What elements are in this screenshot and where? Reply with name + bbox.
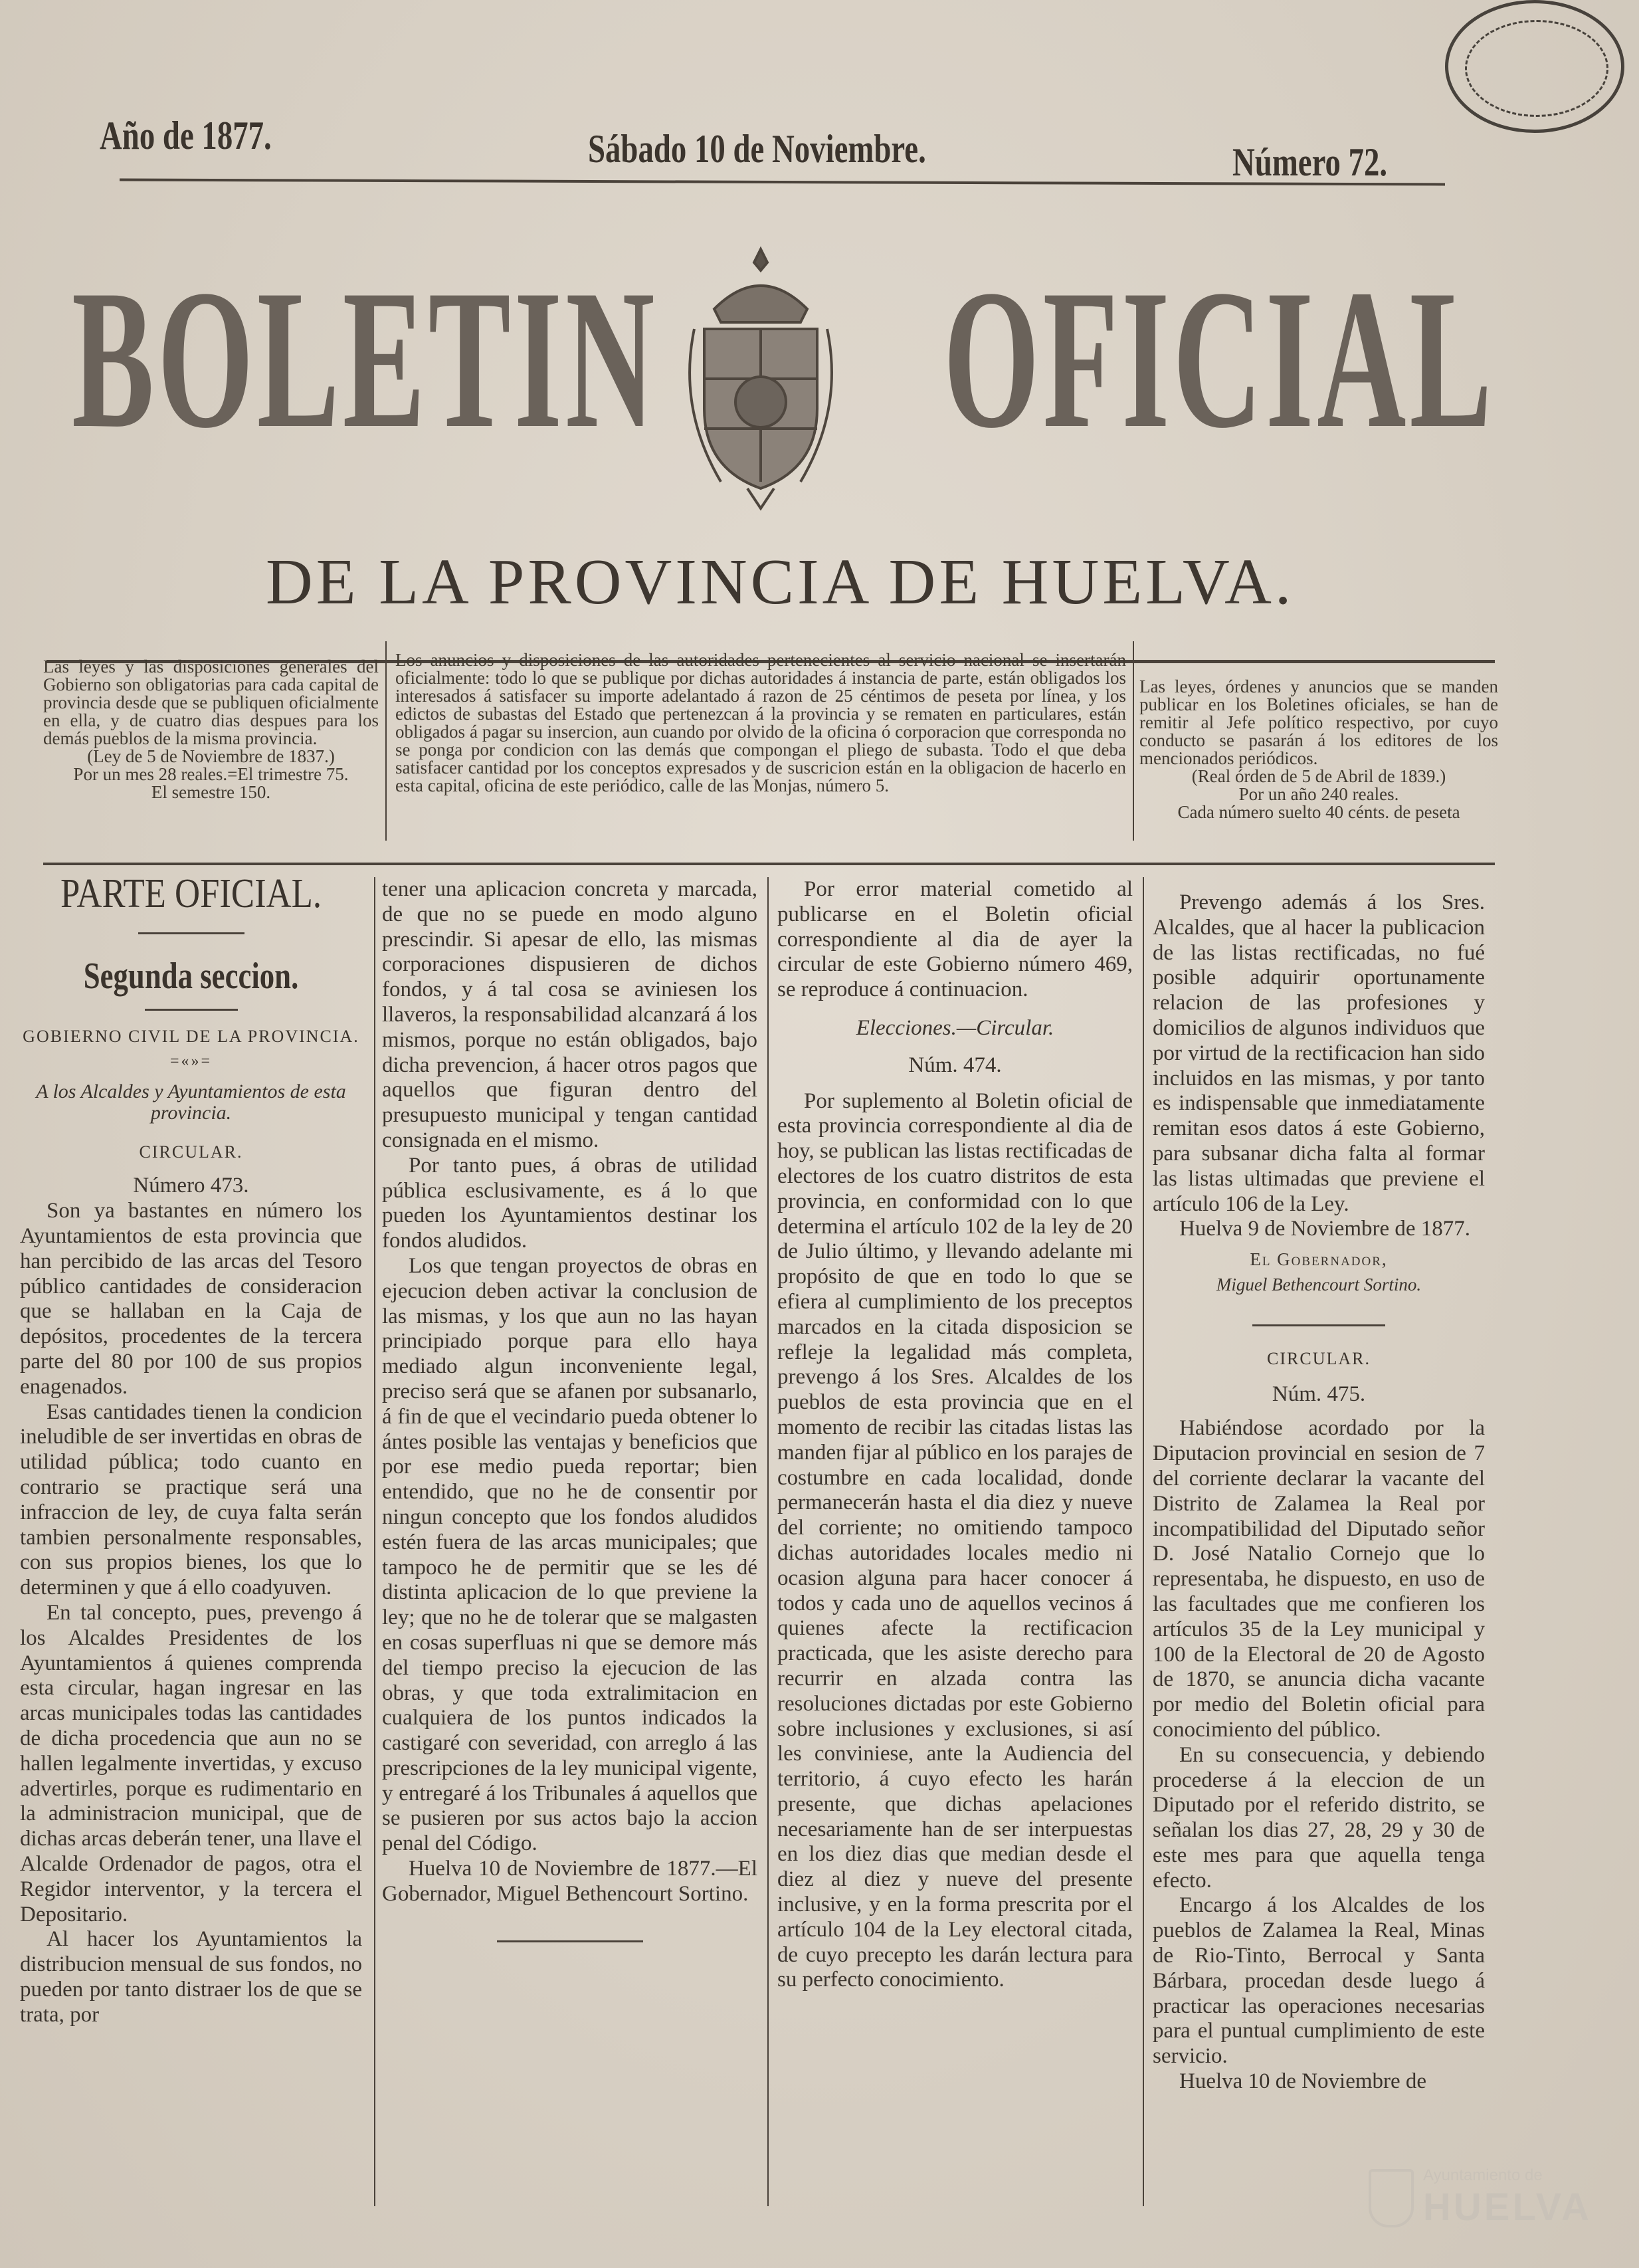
royal-coat-of-arms-icon (668, 236, 854, 515)
circular-number: Núm. 475. (1272, 1382, 1366, 1406)
info-legal-text: Las leyes y las disposiciones generales del Gobierno son obligatorias para cada capital de provincia desde que se publiquen oficialmente en ella, y de cuatro dias despues para los demás pueblos de la misma provincia. (43, 657, 379, 748)
paragraph: En su consecuencia, y debiendo procederse á la eleccion de un Diputado por el referido distrito, se señalan los dias 27, 28, 29 y 30 de este mes para que aquella tenga efecto. (1153, 1742, 1485, 1893)
paragraph: Por error material cometido al publicarse en el Boletin oficial correspondiente al dia de ayer la circular de este Gobierno número 469, se reproduce á continuacion. (777, 877, 1133, 1002)
ornament: =«»= (169, 1052, 213, 1070)
paragraph: Esas cantidades tienen la condicion ineludible de ser invertidas en obras de utilidad pública; todo cuanto en contrario se practique será una infraccion de ley, de cuya falta serán tambien personalmente responsables, con sus propios bienes, los que lo determinen y que á ello coadyuven. (20, 1399, 362, 1600)
issue-year: Año de 1877. (100, 114, 272, 157)
circular-label: CIRCULAR. (1267, 1348, 1371, 1368)
masthead-left: BOLETIN (72, 249, 658, 469)
info-divider-1 (385, 641, 387, 841)
watermark-line-1: Ayuntamiento de (1423, 2166, 1543, 2184)
government-heading: GOBIERNO CIVIL DE LA PROVINCIA. (23, 1027, 359, 1046)
column-divider-1 (374, 877, 375, 2206)
paragraph: tener una aplicacion concreta y marcada, de que no se puede en modo alguno prescindir. Si apesar de ello, las mismas corporaciones dispusieren de dichos fondos, y á tal cosa se aviniesen los llaveros, la responsabilidad alcanzará á los mismos, porque no están obligados, bajo dicha prevencion, á hacer otros pagos que aquellos que figuran dentro del presupuesto municipal y tengan cantidad consignada en el mismo. (382, 877, 757, 1152)
paragraph: Habiéndose acordado por la Diputacion provincial en sesion de 7 del corriente declarar la vacante del Distrito de Zalamea la Real por incompatibilidad del Diputado señor D. José Natalio Cornejo que lo representaba, he dispuesto, en uso de las facultades que me confieren los artículos 35 de la Ley municipal y 100 de la Electoral de 20 de Agosto de 1870, se anuncia dicha vacante por medio del Boletin oficial para conocimiento del público. (1153, 1416, 1485, 1742)
issue-date: Sábado 10 de Noviembre. (588, 127, 926, 171)
info-col-2: Los anuncios y disposiciones de las autoridades pertenecientes al servicio nacional se insertarán oficialmente: todo lo que se publique por dichas autoridades á instancia de parte, están obligados los interesados á satisfacer su importe adelantado á razon de 25 céntimos de peseta por línea, y los edictos de subastas del Estado que pertenezcan á la provincia y se rematen en particulares, están obligados á pagar su insercion, aun cuando por olvido de la oficina ó corporacion que corresponda no se ponga por condicion con las demás que compongan el pliego de subasta. Todo el que deba satisfacer cantidad por los conceptos expresados y de suscricion están en la obligacion de hacerlo en esta capital, oficina de este periódico, calle de las Monjas, número 5. (395, 650, 1126, 795)
column-divider-3 (1143, 877, 1144, 2206)
info-col-3 (1139, 678, 1498, 821)
watermark-line-2: HUELVA (1423, 2186, 1592, 2229)
city-crest-icon (1369, 2169, 1414, 2227)
governor-title: El Gobernador, (1250, 1249, 1388, 1270)
column-divider-2 (767, 877, 769, 2206)
masthead-right: OFICIAL (943, 249, 1495, 469)
paragraph: Prevengo además á los Sres. Alcaldes, que al hacer la publicacion de las listas rectificadas, no fué posible adquirir oportunamente relacion de las profesiones y domicilios de algunos individuos que por virtud de la rectificacion han sido incluidos en las mismas, y por tanto es indispensable que inmediatamente remitan esos datos á este Gobierno, para subsanar dicha falta al formar las listas ultimadas que previene el artículo 106 de la Ley. (1153, 890, 1485, 1216)
addressee: A los Alcaldes y Ayuntamientos de esta provincia. (36, 1080, 346, 1124)
circular-number: Núm. 474. (908, 1053, 1002, 1077)
signature-paragraph: Huelva 10 de Noviembre de 1877.—El Gobernador, Miguel Bethencourt Sortino. (382, 1857, 757, 1906)
section-title: PARTE OFICIAL. (60, 871, 322, 916)
info-divider-2 (1133, 641, 1134, 841)
elections-heading: Elecciones.—Circular. (856, 1015, 1054, 1040)
dateline: Huelva 10 de Noviembre de (1179, 2069, 1427, 2094)
paragraph: Los que tengan proyectos de obras en ejecucion deben activar la conclusion de las mismas, y los que aun no las hayan principiado porque para ello haya mediado algun inconveniente legal, preciso será que se afanen por subsanarlo, á fin de que el vecindario pueda obtener lo ántes posible las ventajas y beneficios que por ese medio pueda reportar; bien entendido, que no he de consentir por ningun concepto que los fondos aludidos estén fuera de las arcas municipales; que tampoco he de permitir que se les dé distinta aplicacion de lo que previene la ley; que no he de tolerar que se malgasten en cosas superfluas ni que se demore más del tiempo preciso la ejecucion de las obras, y que toda extralimitacion en cualquiera de los puntos indicados la castigaré con severidad, con arreglo á las prescripciones de la ley municipal vigente, y entregaré á los Tribunales á aquellos que se pusieren por sus actos bajo la accion penal del Código. (382, 1253, 757, 1856)
title-rule (138, 932, 244, 934)
info-order-ref: (Real órden de 5 de Abril de 1839.) (1191, 766, 1446, 786)
info-price-3: Por un año 240 reales. (1238, 784, 1399, 804)
info-price-1: Por un mes 28 reales.=El trimestre 75. (73, 764, 349, 784)
subtitle-rule (145, 1009, 238, 1011)
section-subtitle: Segunda seccion. (83, 956, 299, 997)
column-4 (1153, 890, 1485, 2095)
info-editorial-text: Las leyes, órdenes y anuncios que se manden publicar en los Boletines oficiales, se han de remitir al Jefe político respectivo, por cuyo conducto se pasarán á los editores de los mencionados periódicos. (1139, 676, 1498, 768)
info-col-1 (43, 658, 379, 801)
circular-number: Número 473. (133, 1174, 249, 1198)
paragraph: Por tanto pues, á obras de utilidad pública esclusivamente, es á lo que pueden los Ayuntamientos destinar los fondos aludidos. (382, 1153, 757, 1253)
paragraph: Al hacer los Ayuntamientos la distribucion mensual de sus fondos, no pueden por tanto distraer los de que se trata, por (20, 1927, 362, 2027)
paragraph: Son ya bastantes en número los Ayuntamientos de esta provincia que han percibido de las arcas del Tesoro público cantidades de consideracion que se hallaban en la Caja de depósitos, procedentes de la tercera parte del 80 por 100 de sus propios enagenados. (20, 1199, 362, 1399)
separator-rule (1252, 1324, 1385, 1326)
issue-number: Número 72. (1232, 140, 1388, 184)
info-law-ref: (Ley de 5 de Noviembre de 1837.) (87, 746, 335, 766)
info-rule (43, 863, 1495, 865)
governor-name: Miguel Bethencourt Sortino. (1216, 1274, 1422, 1294)
column-1 (20, 867, 362, 2027)
ink-stamp-icon (1445, 0, 1624, 133)
paragraph: Por suplemento al Boletin oficial de esta provincia correspondiente al dia de hoy, se publican las listas rectificadas de electores de los cuatro distritos de esta provincia, en conformidad con lo que determina el artículo 102 de la ley de 20 de Julio último, y llevando adelante mi propósito de que en todo lo que se efiera al cumplimiento de los preceptos marcados en la citada disposicion se refleje la legalidad más completa, prevengo á los Sres. Alcaldes de los pueblos de esta provincia que en el momento de recibir las citadas listas las manden fijar al público en los parajes de costumbre en cada localidad, donde permanecerán hasta el dia diez y nueve del corriente; no omitiendo tampoco dichas autoridades locales medio ni ocasion alguna para hacer conocer á todos y cada uno de aquellos vecinos á quienes afecte la rectificacion practicada, que les asiste derecho para recurrir en alzada contra las resoluciones dictadas por este Gobierno sobre inclusiones y exclusiones, si así les conviniese, ante la Audiencia del territorio, á cuyo efecto les harán presente, que dichas apelaciones necesariamente han de ser interpuestas en los diez dias que median desde el diez al diez y nueve del presente inclusive, y en la forma prescrita por el artículo 104 de la Ley electoral citada, de cuyo precepto les darán lectura para su perfecto conocimiento. (777, 1088, 1133, 1992)
archive-watermark (1369, 2166, 1592, 2229)
info-price-2: El semestre 150. (151, 782, 271, 802)
circular-label: CIRCULAR. (139, 1142, 243, 1162)
end-rule (497, 1940, 643, 1942)
masthead-subtitle: DE LA PROVINCIA DE HUELVA. (266, 546, 1295, 618)
column-3 (777, 877, 1133, 1993)
info-price-4: Cada número suelto 40 cénts. de peseta (1177, 802, 1460, 822)
column-2 (382, 877, 757, 1942)
paragraph: Encargo á los Alcaldes de los pueblos de Zalamea la Real, Minas de Rio-Tinto, Berrocal y Santa Bárbara, procedan desde luego á practicar las operaciones necesarias para el puntual cumplimiento de este servicio. (1153, 1893, 1485, 2069)
dateline: Huelva 9 de Noviembre de 1877. (1179, 1217, 1471, 1241)
paragraph: En tal concepto, pues, prevengo á los Alcaldes Presidentes de los Ayuntamientos á quienes comprenda esta circular, hagan ingresar en las arcas municipales todas las cantidades de dicha procedencia que aun no se hallen legalmente invertidas, y excuso advertirles, porque es rudimentario en la administracion municipal, que de dichas arcas deberán tener, una llave el Alcalde Ordenador de pagos, otra el Regidor interventor, y la tercera el Depositario. (20, 1600, 362, 1926)
